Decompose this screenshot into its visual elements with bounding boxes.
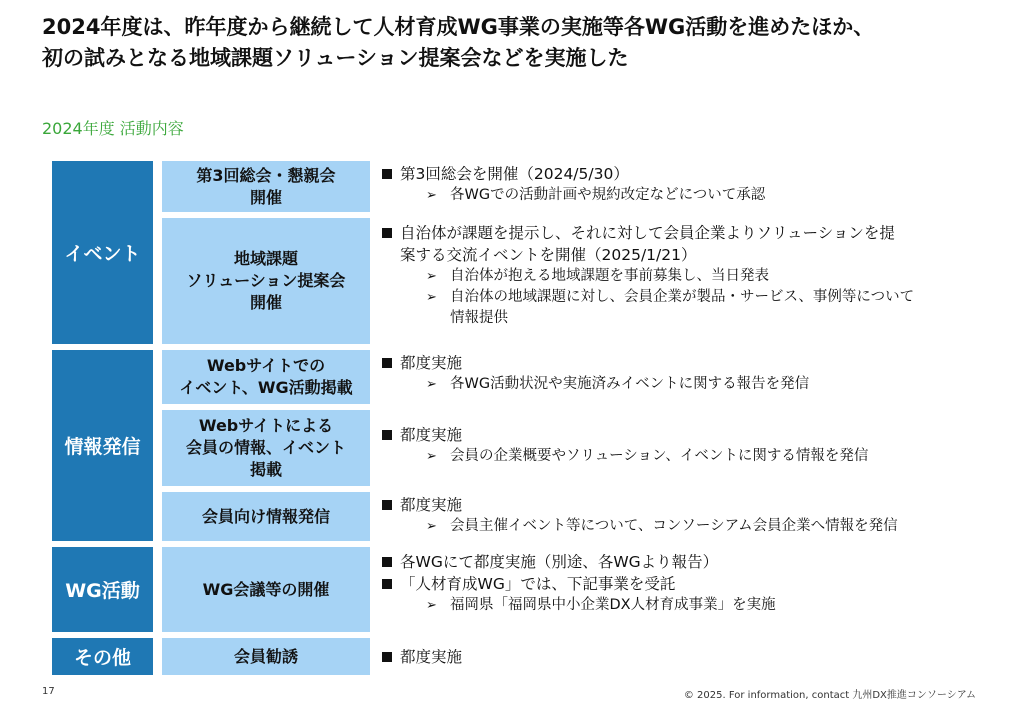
square-bullet-icon [382, 169, 392, 179]
arrow-bullet-icon: ➢ [426, 290, 437, 305]
activity-label-3 [162, 410, 370, 486]
activity-label-line: 開催 [249, 293, 282, 312]
arrow-bullet-icon: ➢ [426, 449, 437, 464]
square-bullet-icon [382, 430, 392, 440]
activity-label-2 [162, 350, 370, 404]
bullet-text: 都度実施 [400, 496, 463, 514]
activity-label-line: 会員向け情報発信 [201, 506, 330, 526]
square-bullet-icon [382, 652, 392, 662]
bullet-text: 自治体が課題を提示し、それに対して会員企業よりソリューションを提 [400, 224, 895, 242]
sub-bullet [380, 595, 1000, 616]
activity-label-line: ソリューション提案会 [186, 271, 346, 290]
activity-label-0 [162, 161, 370, 212]
sub-bullet-text: 情報提供 [450, 310, 508, 326]
bullet-point [380, 424, 1000, 446]
activity-label-line: WG会議等の開催 [202, 579, 330, 599]
activity-description-2 [380, 352, 1000, 395]
activity-description-5 [380, 551, 1000, 616]
category-wg: WG活動 [52, 547, 153, 632]
bullet-point [380, 352, 1000, 374]
page-number: 17 [42, 686, 55, 697]
activity-description-3 [380, 424, 1000, 467]
square-bullet-icon [382, 358, 392, 368]
sub-bullet [380, 374, 1000, 395]
bullet-point [380, 573, 1000, 595]
sub-bullet-text: 福岡県「福岡県中小企業DX人材育成事業」を実施 [450, 597, 776, 613]
activity-label-line: 会員の情報、イベント [185, 438, 346, 457]
sub-bullet-text: 会員主催イベント等について、コンソーシアム会員企業へ情報を発信 [450, 518, 898, 534]
activity-label-1 [162, 218, 370, 344]
bullet-text: 都度実施 [400, 426, 463, 444]
sub-bullet-text: 各WGでの活動計画や規約改定などについて承認 [450, 187, 766, 203]
arrow-bullet-icon: ➢ [426, 519, 437, 534]
bullet-point [380, 551, 1000, 573]
activity-label-line: Webサイトでの [206, 356, 326, 375]
page-title [42, 12, 1002, 74]
activity-label-line: 第3回総会・懇親会 [196, 165, 336, 185]
bullet-point [380, 646, 1000, 668]
sub-bullet-text: 自治体の地域課題に対し、会員企業が製品・サービス、事例等について [450, 289, 915, 305]
activity-label-line: 掲載 [249, 460, 282, 479]
sub-bullet [380, 185, 1000, 206]
activity-label-line: 地域課題 [233, 249, 298, 268]
sub-bullet [380, 266, 1000, 287]
bullet-point [380, 163, 1000, 185]
bullet-point [380, 494, 1000, 516]
activity-description-1 [380, 222, 1000, 329]
title-line-1: 2024年度は、昨年度から継続して人材育成WG事業の実施等各WG活動を進めたほか、 [42, 15, 875, 39]
bullet-text: 「人材育成WG」では、下記事業を受託 [400, 575, 676, 593]
category-event: イベント [52, 161, 153, 344]
sub-bullet-text: 会員の企業概要やソリューション、イベントに関する情報を発信 [450, 448, 869, 464]
bullet-text: 案する交流イベントを開催（2025/1/21） [400, 246, 697, 264]
arrow-bullet-icon: ➢ [426, 188, 437, 203]
activity-label-6 [162, 638, 370, 675]
bullet-text: 各WGにて都度実施（別途、各WGより報告） [400, 553, 719, 571]
activity-label-4 [162, 492, 370, 541]
activity-description-4 [380, 494, 1000, 537]
square-bullet-icon [382, 579, 392, 589]
activity-label-line: Webサイトによる [198, 416, 334, 435]
bullet-text: 都度実施 [400, 354, 463, 372]
bullet-text: 第3回総会を開催（2024/5/30） [400, 165, 629, 183]
square-bullet-icon [382, 228, 392, 238]
sub-bullet [380, 516, 1000, 537]
activity-label-line: 会員勧誘 [233, 646, 298, 666]
activity-description-6 [380, 646, 1000, 668]
square-bullet-icon [382, 557, 392, 567]
title-line-2: 初の試みとなる地域課題ソリューション提案会などを実施した [42, 46, 629, 70]
activity-label-line: イベント、WG活動掲載 [179, 378, 353, 397]
sub-bullet-text: 各WG活動状況や実施済みイベントに関する報告を発信 [450, 376, 810, 392]
arrow-bullet-icon: ➢ [426, 377, 437, 392]
section-subtitle: 2024年度 活動内容 [42, 119, 184, 138]
sub-bullet [380, 287, 1000, 329]
activity-label-5 [162, 547, 370, 632]
bullet-text: 都度実施 [400, 648, 463, 666]
arrow-bullet-icon: ➢ [426, 598, 437, 613]
arrow-bullet-icon: ➢ [426, 269, 437, 284]
bullet-point [380, 222, 1000, 266]
activity-label-line: 開催 [249, 187, 282, 207]
square-bullet-icon [382, 500, 392, 510]
category-info: 情報発信 [52, 350, 153, 541]
category-other: その他 [52, 638, 153, 675]
activity-description-0 [380, 163, 1000, 206]
sub-bullet [380, 446, 1000, 467]
sub-bullet-text: 自治体が抱える地域課題を事前募集し、当日発表 [450, 268, 769, 284]
copyright-notice: © 2025. For information, contact 九州DX推進コンソーシアム [683, 690, 976, 701]
